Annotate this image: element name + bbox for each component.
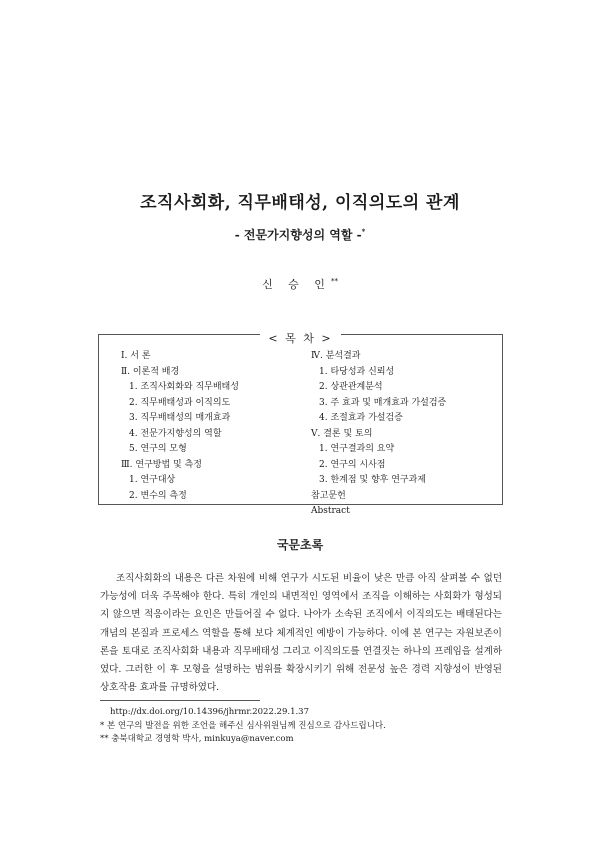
abstract-body: 조직사회화의 내용은 다른 차원에 비해 연구가 시도된 비율이 낮은 만큼 아직 살펴볼 수 없던 가능성에 더욱 주목해야 한다. 특히 개인의 내면적인 영역에서 조직을 이해하는 사회화가 형성되지 않으면 적응이라는 요인은 만들어질 수 없다. 나아가 소속된 조직에서 이직의도는 배태된다는 개념의 본질과 프로세스 역할을 통해 보다 체계적인 예방이 가능하다. 이에 본 연구는 자원보존이론을 토대로 조직사회화 내용과 직무배태성 그리고 이직의도를 연결짓는 하나의 프레임을 설계하였다. 그러한 이 후 모형을 설명하는 범위를 확장시키기 위해 전문성 높은 경력 지향성이 반영된 상호작용 효과를 규명하였다. xyxy=(100,573,502,694)
author-footnote-mark: ** xyxy=(330,277,338,286)
toc-item: 3. 주 효과 및 매개효과 가설검증 xyxy=(319,397,447,408)
footnote-acknowledgement: * 본 연구의 발전을 위한 조언을 해주신 심사위원님께 진심으로 감사드립니다. xyxy=(100,720,386,731)
toc-item: 4. 조절효과 가설검증 xyxy=(319,413,403,423)
author-name xyxy=(0,276,600,292)
toc-item: 1. 연구결과의 요약 xyxy=(319,444,395,454)
abstract-heading: 국문초록 xyxy=(276,538,324,552)
toc-item: 2. 직무배태성과 이직의도 xyxy=(129,397,231,408)
toc-item: Ⅳ. 분석결과 xyxy=(311,351,361,361)
toc-item: Abstract xyxy=(311,506,350,516)
toc-right-column xyxy=(311,349,446,520)
author-text: 신 승 인 xyxy=(262,278,331,291)
toc-item: 1. 타당성과 신뢰성 xyxy=(319,366,395,377)
toc-item: 2. 변수의 측정 xyxy=(129,490,187,501)
toc-item: 1. 연구대상 xyxy=(129,475,176,485)
paper-title: 조직사회화, 직무배태성, 이직의도의 관계 xyxy=(140,193,460,213)
toc-item: 3. 직무배태성의 매개효과 xyxy=(129,413,231,423)
toc-item: Ⅱ. 이론적 배경 xyxy=(121,366,180,377)
toc-heading xyxy=(99,327,502,346)
toc-item: Ⅴ. 결론 및 토의 xyxy=(311,428,373,439)
subtitle-text: - 전문가지향성의 역할 - xyxy=(234,228,362,242)
toc-item: Ⅲ. 연구방법 및 측정 xyxy=(121,459,202,470)
toc-left-column xyxy=(121,349,239,504)
footnotes xyxy=(100,706,502,747)
table-of-contents xyxy=(98,332,503,516)
toc-item: 3. 한계점 및 향후 연구과제 xyxy=(319,475,426,485)
toc-item: 4. 전문가지향성의 역할 xyxy=(129,428,222,439)
footnote-doi[interactable]: http://dx.doi.org/10.14396/jhrmr.2022.29.1.37 xyxy=(110,707,310,717)
subtitle-footnote-mark: * xyxy=(361,227,366,236)
footnote-author-affiliation: ** 충북대학교 경영학 박사, minkuya@naver.com xyxy=(100,734,294,744)
toc-item: 5. 연구의 모형 xyxy=(129,444,187,454)
toc-item: 참고문헌 xyxy=(311,490,346,501)
toc-item: 2. 상관관계분석 xyxy=(319,382,383,392)
footnote-divider xyxy=(100,700,260,701)
toc-item: 2. 연구의 시사점 xyxy=(319,459,386,470)
paper-subtitle xyxy=(0,226,600,243)
toc-heading-text: < 목 차 > xyxy=(260,332,340,345)
toc-item: 1. 조직사회화와 직무배태성 xyxy=(129,382,239,392)
toc-item: Ⅰ. 서 론 xyxy=(121,351,151,361)
